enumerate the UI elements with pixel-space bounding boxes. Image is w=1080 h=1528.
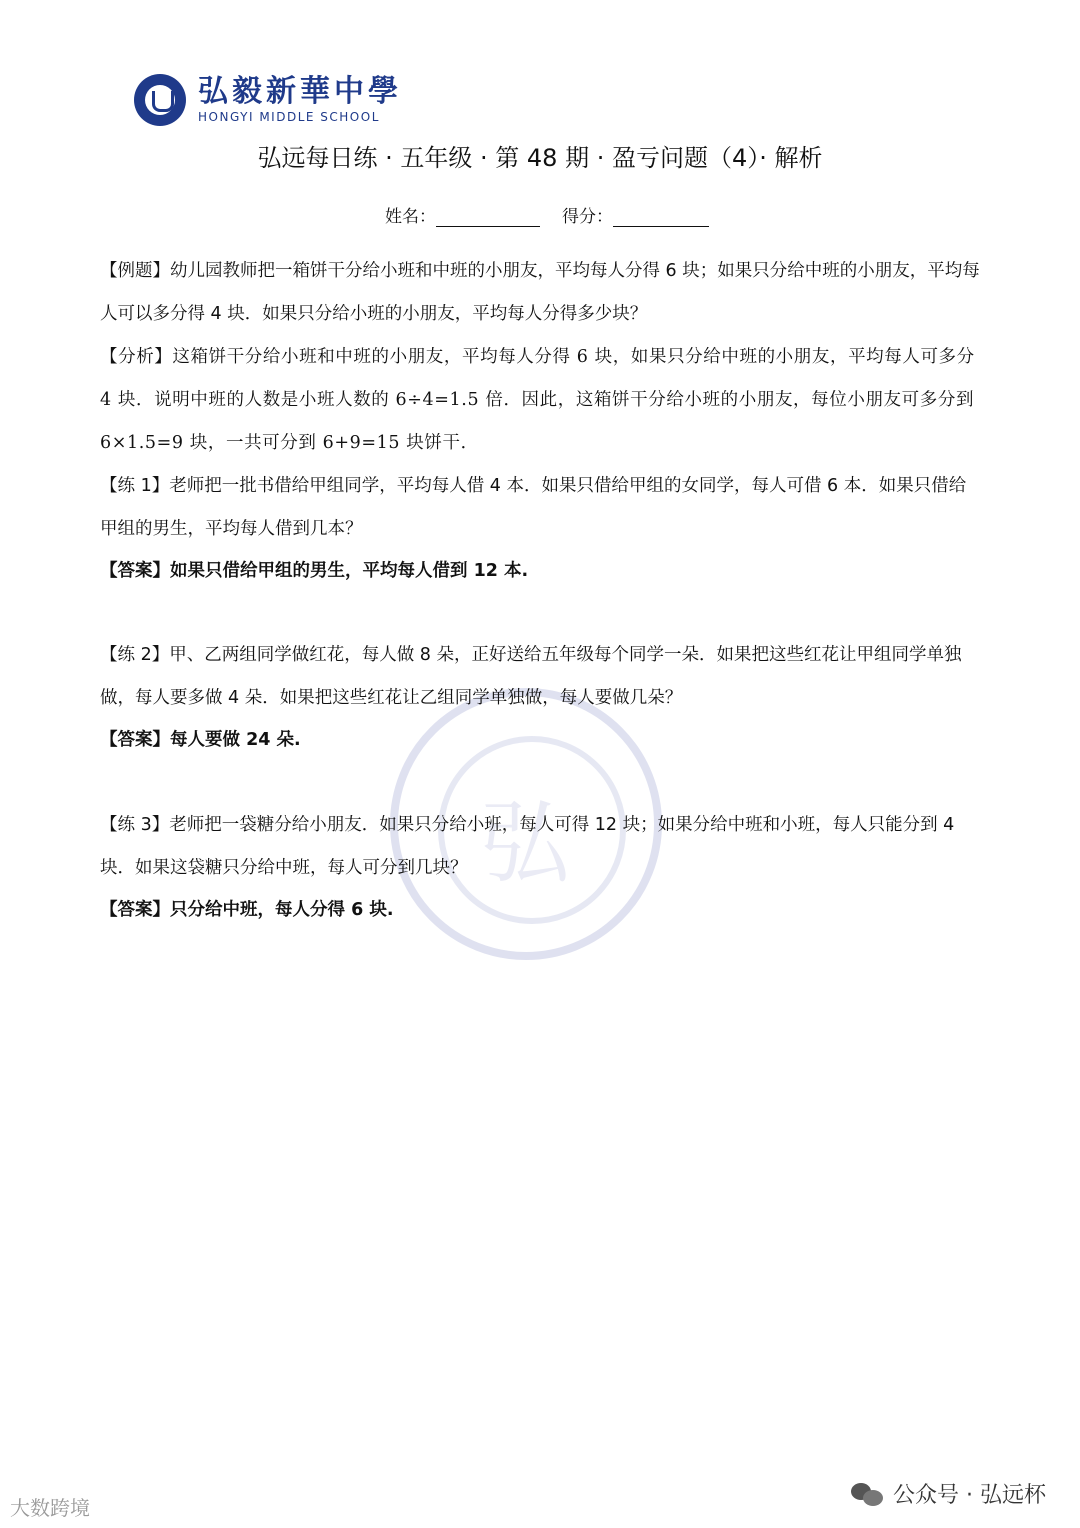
analysis	[100, 336, 980, 465]
analysis-text: 这箱饼干分给小班和中班的小朋友，平均每人分得 6 块，如果只分给中班的小朋友，平均每人可多分 4 块．说明中班的人数是小班人数的 6÷4=1.5 倍．因此，这箱饼干分给小班的小朋友，每位小朋友可多分到 6×1.5=9 块，一共可分到 6+9=15 块饼干．	[100, 347, 975, 453]
practice-2-tag: 【练 2】	[100, 645, 170, 665]
practice-3	[100, 804, 980, 890]
name-blank[interactable]	[436, 208, 540, 227]
school-seal-icon	[134, 74, 186, 126]
practice-3-tag: 【练 3】	[100, 815, 170, 835]
school-name-en: HONGYI MIDDLE SCHOOL	[198, 110, 380, 124]
answer-2-text: 每人要做 24 朵.	[170, 730, 301, 750]
practice-1-tag: 【练 1】	[100, 476, 170, 496]
example-question	[100, 250, 980, 336]
wechat-footer	[851, 1478, 1046, 1509]
example-text: 幼儿园教师把一箱饼干分给小班和中班的小朋友，平均每人分得 6 块；如果只分给中班的小朋友，平均每人可以多分得 4 块．如果只分给小班的小朋友，平均每人分得多少块？	[100, 261, 980, 324]
school-header	[134, 74, 402, 126]
practice-1-answer	[100, 550, 980, 593]
practice-3-text: 老师把一袋糖分给小朋友．如果只分给小班，每人可得 12 块；如果分给中班和小班，每人只能分到 4 块．如果这袋糖只分给中班，每人可分到几块？	[100, 815, 955, 878]
practice-2-answer	[100, 719, 980, 762]
wechat-account: 公众号 · 弘远杯	[893, 1483, 1046, 1508]
practice-3-answer	[100, 889, 980, 932]
practice-2	[100, 634, 980, 720]
score-label: 得分：	[562, 207, 613, 227]
answer-1-tag: 【答案】	[100, 561, 170, 581]
contest-watermark-icon: 弘	[390, 688, 662, 960]
page-title: 弘远每日练 · 五年级 · 第 48 期 · 盈亏问题（4）· 解析	[257, 144, 823, 172]
school-name	[198, 76, 402, 124]
footer-left-watermark: 大数跨境	[10, 1496, 90, 1520]
example-tag: 【例题】	[100, 261, 170, 281]
answer-2-tag: 【答案】	[100, 730, 170, 750]
school-name-cn: 弘毅新華中學	[198, 74, 402, 109]
score-blank[interactable]	[613, 208, 709, 227]
practice-1-text: 老师把一批书借给甲组同学，平均每人借 4 本．如果只借给甲组的女同学，每人可借 6 本．如果只借给甲组的男生，平均每人借到几本？	[100, 476, 967, 539]
name-label: 姓名：	[385, 207, 436, 227]
answer-3-text: 只分给中班，每人分得 6 块.	[170, 900, 394, 920]
answer-3-tag: 【答案】	[100, 900, 170, 920]
answer-1-text: 如果只借给甲组的男生，平均每人借到 12 本.	[170, 561, 529, 581]
practice-2-text: 甲、乙两组同学做红花，每人做 8 朵，正好送给五年级每个同学一朵．如果把这些红花让甲组同学单独做，每人要多做 4 朵．如果把这些红花让乙组同学单独做，每人要做几朵？	[100, 645, 962, 708]
practice-1	[100, 465, 980, 551]
wechat-icon	[851, 1481, 885, 1507]
name-score-row	[385, 202, 709, 227]
analysis-tag: 【分析】	[100, 347, 173, 367]
